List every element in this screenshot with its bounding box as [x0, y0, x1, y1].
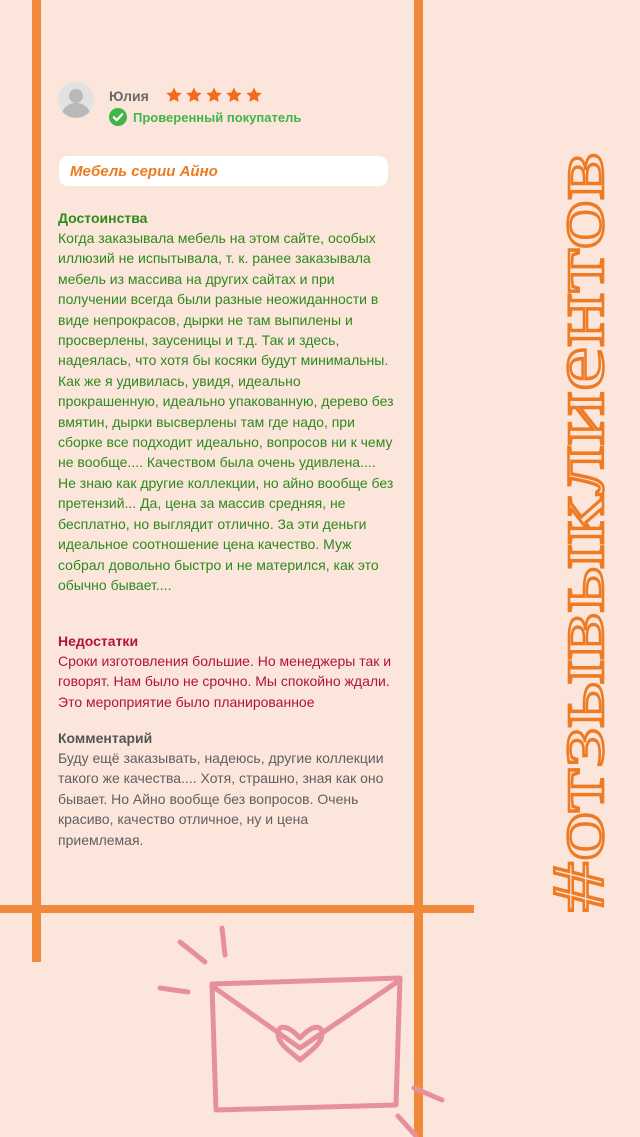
star-icon — [205, 86, 223, 104]
hashtag-vertical — [495, 0, 635, 1000]
advantages-heading: Достоинства — [58, 210, 148, 226]
comment-text: Буду ещё заказывать, надеюсь, другие коллекции такого же качества.... Хотя, страшно, зная как оно бывает. Но Айно вообще без вопросов. Очень красиво, качество отличное, ну и цена приемлемая. — [58, 750, 384, 848]
advantages-text: Когда заказывала мебель на этом сайте, особых иллюзий не испытывала, т. к. ранее заказывала мебель из массива на других сайтах и при получении всегда были разные неожиданности в виде непрокрасов, дырки не там выпилены и просверлены, заусеницы и т.д. Так и здесь, надеялась, что хотя бы косяки будут минимальны. Как же я удивилась, увидя, идеально прокрашенную, идеально упакованную, дерево без вмятин, дырки высверлены там где надо, при сборке все подходит идеально, вопросов ни к чему не вообще.... Качеством была очень удивлена.... Не знаю как другие коллекции, но айно вообще без претензий... Да, цена за массив средняя, не бесплатно, но выглядит отлично. За эти деньги идеальное соотношение цена качество. Муж собрал довольно быстро и не матерился, как это обычно бывает.... — [58, 230, 394, 593]
reviewer-block — [56, 80, 391, 130]
disadvantages-text: Сроки изготовления большие. Но менеджеры так и говорят. Нам было не срочно. Мы спокойно ждали. Это мероприятие было планированное — [58, 653, 392, 710]
comment-section — [58, 728, 394, 850]
star-icon — [245, 86, 263, 104]
advantages-section — [58, 208, 394, 595]
check-circle-icon — [109, 108, 127, 126]
envelope-heart-icon — [150, 920, 450, 1137]
avatar-placeholder-icon — [58, 82, 94, 118]
product-title-box — [59, 156, 388, 186]
disadvantages-heading: Недостатки — [58, 633, 139, 649]
product-title: Мебель серии Айно — [70, 163, 218, 180]
hashtag-text: #отзывыклиентов — [538, 353, 620, 912]
frame-line-bottom — [0, 905, 474, 913]
disadvantages-section — [58, 631, 394, 712]
comment-heading: Комментарий — [58, 730, 153, 746]
verified-label: Проверенный покупатель — [133, 109, 302, 125]
verified-buyer-badge — [109, 108, 301, 126]
rating-stars — [165, 86, 263, 104]
star-icon — [225, 86, 243, 104]
reviewer-name: Юлия — [109, 88, 149, 104]
star-icon — [165, 86, 183, 104]
frame-line-left — [32, 0, 41, 962]
star-icon — [185, 86, 203, 104]
